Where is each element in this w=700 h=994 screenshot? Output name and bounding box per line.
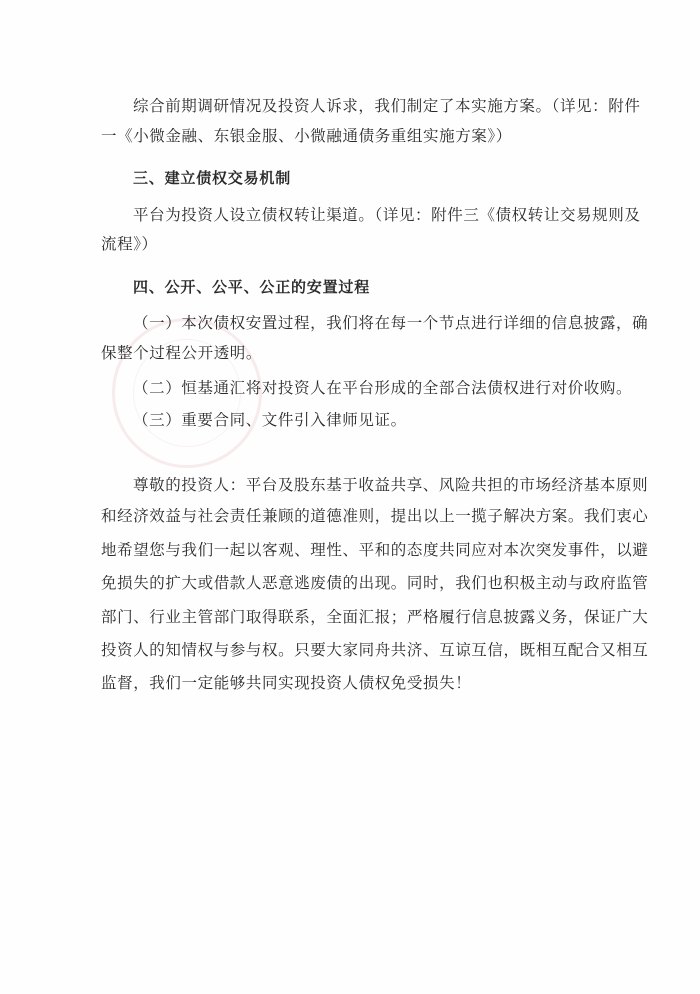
list-item: （二）恒基通汇将对投资人在平台形成的全部合法债权进行对价收购。 (133, 379, 633, 397)
list-item: （三）重要合同、文件引入律师见证。 (133, 411, 407, 429)
text-line: 地希望您与我们一起以客观、理性、平和的态度共同应对本次突发事件，以避 (101, 541, 649, 559)
text-line: 免损失的扩大或借款人恶意逃废债的出现。同时，我们也积极主动与政府监管 (101, 574, 649, 592)
text-line: 平台为投资人设立债权转让渠道。（详见：附件三《债权转让交易规则及 (133, 206, 641, 224)
section-heading: 三、建立债权交易机制 (133, 169, 292, 187)
text-line: 部门、行业主管部门取得联系，全面汇报；严格履行信息披露义务，保证广大 (101, 608, 649, 626)
list-item: （一）本次债权安置过程，我们将在每一个节点进行详细的信息披露，确 (133, 314, 649, 332)
text-line: 尊敬的投资人：平台及股东基于收益共享、风险共担的市场经济基本原则 (133, 476, 649, 494)
text-line: 和经济效益与社会责任兼顾的道德准则，提出以上一揽子解决方案。我们衷心 (101, 507, 649, 525)
text-line: 保整个过程公开透明。 (101, 344, 263, 362)
text-line: 流程》） (101, 235, 158, 253)
text-line: 监督，我们一定能够共同实现投资人债权免受损失！ (101, 674, 472, 692)
text-line: 投资人的知情权与参与权。只要大家同舟共济、互谅互信，既相互配合又相互 (101, 641, 649, 659)
section-heading: 四、公开、公平、公正的安置过程 (133, 278, 371, 296)
text-line: 一《小微金融、东银金服、小微融通债务重组实施方案》） (101, 127, 512, 145)
text-line: 综合前期调研情况及投资人诉求，我们制定了本实施方案。（详见：附件 (133, 97, 641, 115)
